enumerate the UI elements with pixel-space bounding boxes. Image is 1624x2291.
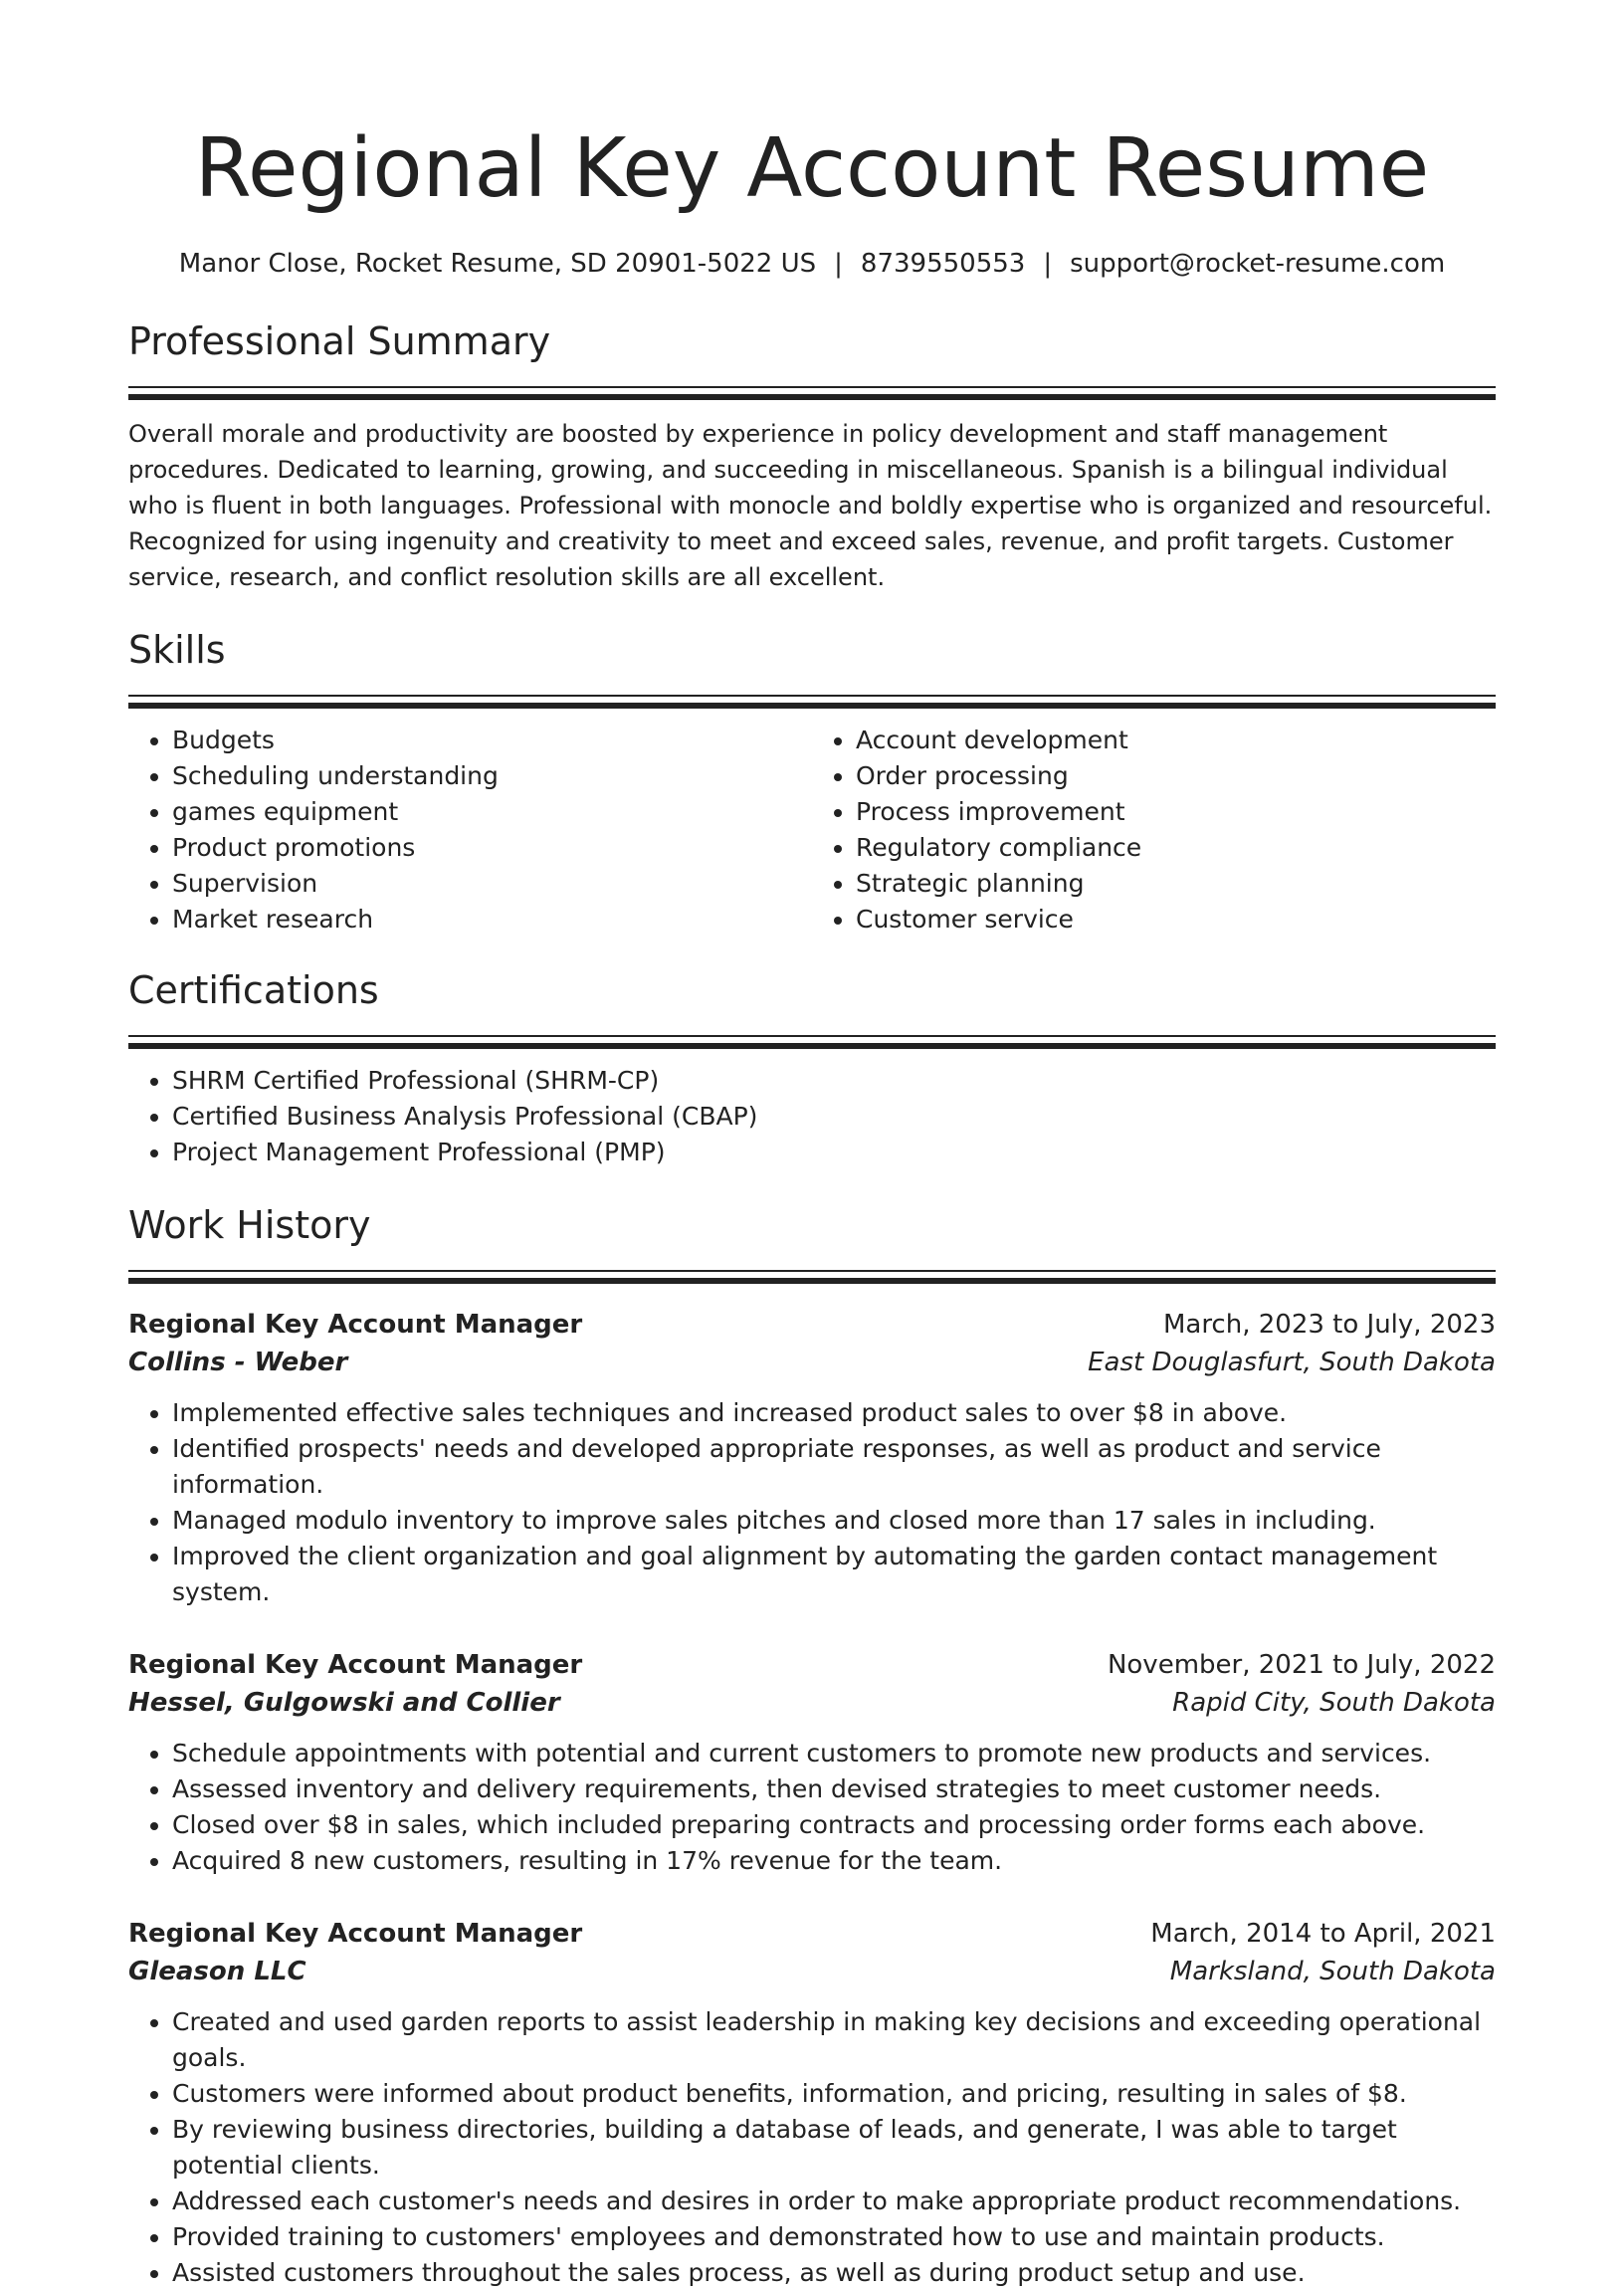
section-divider	[128, 695, 1496, 709]
job-location: Marksland, South Dakota	[1169, 1957, 1496, 1986]
skill-item: • Strategic planning	[856, 866, 1496, 902]
skills-list-left	[128, 723, 812, 937]
job-header-row	[128, 1646, 1496, 1684]
contact-line	[128, 247, 1496, 281]
job-duty-item: • Identified prospects' needs and developed appropriate responses, as well as product and service information.	[172, 1431, 1496, 1503]
section-divider	[128, 386, 1496, 400]
job-duties-list	[128, 1736, 1496, 1879]
job-dates: November, 2021 to July, 2022	[1107, 1650, 1496, 1680]
contact-separator: |	[834, 249, 843, 279]
contact-email[interactable]: support@rocket-resume.com	[1070, 249, 1446, 279]
job-company-row	[128, 1684, 1496, 1722]
section-divider	[128, 1035, 1496, 1049]
job-title: Regional Key Account Manager	[128, 1310, 583, 1340]
job-duties-list	[128, 2004, 1496, 2291]
job-duty-item: • Created and used garden reports to assist leadership in making key decisions and exceeding operational goals.	[172, 2004, 1496, 2076]
skill-item: • Order processing	[856, 758, 1496, 794]
contact-phone: 8739550553	[860, 249, 1026, 279]
job-duty-item: • By reviewing business directories, building a database of leads, and generate, I was able to target potential clients.	[172, 2112, 1496, 2184]
job-title: Regional Key Account Manager	[128, 1919, 583, 1949]
job-duty-item: • Assessed inventory and delivery requirements, then devised strategies to meet customer needs.	[172, 1771, 1496, 1807]
job-title: Regional Key Account Manager	[128, 1650, 583, 1680]
work-history-section	[128, 1200, 1496, 2291]
job-company: Gleason LLC	[128, 1957, 306, 1986]
job-entry	[128, 1646, 1496, 1879]
job-company-row	[128, 1953, 1496, 1990]
skills-section	[128, 625, 1496, 937]
skills-list-right	[812, 723, 1496, 937]
skill-item: • Scheduling understanding	[172, 758, 812, 794]
job-location: East Douglasfurt, South Dakota	[1088, 1348, 1496, 1377]
summary-section	[128, 316, 1496, 595]
skill-item: • Customer service	[856, 902, 1496, 937]
summary-text: Overall morale and productivity are boosted by experience in policy development and staff management procedures. Dedicated to learning, growing, and succeeding in miscellaneous. Spanish is a bilingual individual who is fluent in both languages. Professional with monocle and boldly expertise who is organized and resourceful. Recognized for using ingenuity and creativity to meet and exceed sales, revenue, and profit targets. Customer service, research, and conflict resolution skills are all excellent.	[128, 420, 1493, 591]
certification-item: • SHRM Certified Professional (SHRM-CP)	[172, 1063, 1496, 1099]
certifications-heading: Certifications	[128, 968, 379, 1012]
certifications-section	[128, 965, 1496, 1170]
job-duty-item: • Improved the client organization and goal alignment by automating the garden contact management system.	[172, 1539, 1496, 1610]
job-duty-item: • Addressed each customer's needs and desires in order to make appropriate product recommendations.	[172, 2184, 1496, 2219]
job-company: Collins - Weber	[128, 1348, 348, 1377]
job-entry	[128, 1915, 1496, 2291]
work-history-heading: Work History	[128, 1203, 371, 1247]
job-entry	[128, 1306, 1496, 1610]
job-dates: March, 2023 to July, 2023	[1162, 1310, 1496, 1340]
skill-item: • Supervision	[172, 866, 812, 902]
job-location: Rapid City, South Dakota	[1172, 1688, 1496, 1718]
job-company: Hessel, Gulgowski and Collier	[128, 1688, 560, 1718]
skill-item: • Process improvement	[856, 794, 1496, 830]
job-duty-item: • Managed modulo inventory to improve sales pitches and closed more than 17 sales in including.	[172, 1503, 1496, 1539]
job-duty-item: • Closed over $8 in sales, which included preparing contracts and processing order forms each above.	[172, 1807, 1496, 1843]
skill-item: • Product promotions	[172, 830, 812, 866]
job-duty-item: • Assisted customers throughout the sales process, as well as during product setup and use.	[172, 2255, 1496, 2291]
job-dates: March, 2014 to April, 2021	[1150, 1919, 1496, 1949]
certifications-list	[128, 1063, 1496, 1170]
job-header-row	[128, 1306, 1496, 1344]
summary-heading: Professional Summary	[128, 319, 551, 363]
skill-item: • Regulatory compliance	[856, 830, 1496, 866]
section-divider	[128, 1270, 1496, 1284]
job-duty-item: • Provided training to customers' employees and demonstrated how to use and maintain products.	[172, 2219, 1496, 2255]
certification-item: • Project Management Professional (PMP)	[172, 1135, 1496, 1170]
certification-item: • Certified Business Analysis Professional (CBAP)	[172, 1099, 1496, 1135]
skill-item: • games equipment	[172, 794, 812, 830]
skill-item: • Market research	[172, 902, 812, 937]
skills-heading: Skills	[128, 628, 226, 672]
job-duty-item: • Implemented effective sales techniques and increased product sales to over $8 in above.	[172, 1395, 1496, 1431]
job-header-row	[128, 1915, 1496, 1953]
job-duty-item: • Customers were informed about product benefits, information, and pricing, resulting in sales of $8.	[172, 2076, 1496, 2112]
contact-address: Manor Close, Rocket Resume, SD 20901-5022 US	[178, 249, 817, 279]
job-duty-item: • Schedule appointments with potential and current customers to promote new products and services.	[172, 1736, 1496, 1771]
resume-title: Regional Key Account Resume	[194, 121, 1430, 216]
contact-separator: |	[1043, 249, 1053, 279]
job-company-row	[128, 1344, 1496, 1381]
skill-item: • Account development	[856, 723, 1496, 758]
skill-item: • Budgets	[172, 723, 812, 758]
job-duty-item: • Acquired 8 new customers, resulting in 17% revenue for the team.	[172, 1843, 1496, 1879]
job-duties-list	[128, 1395, 1496, 1610]
skills-grid	[128, 723, 1496, 937]
